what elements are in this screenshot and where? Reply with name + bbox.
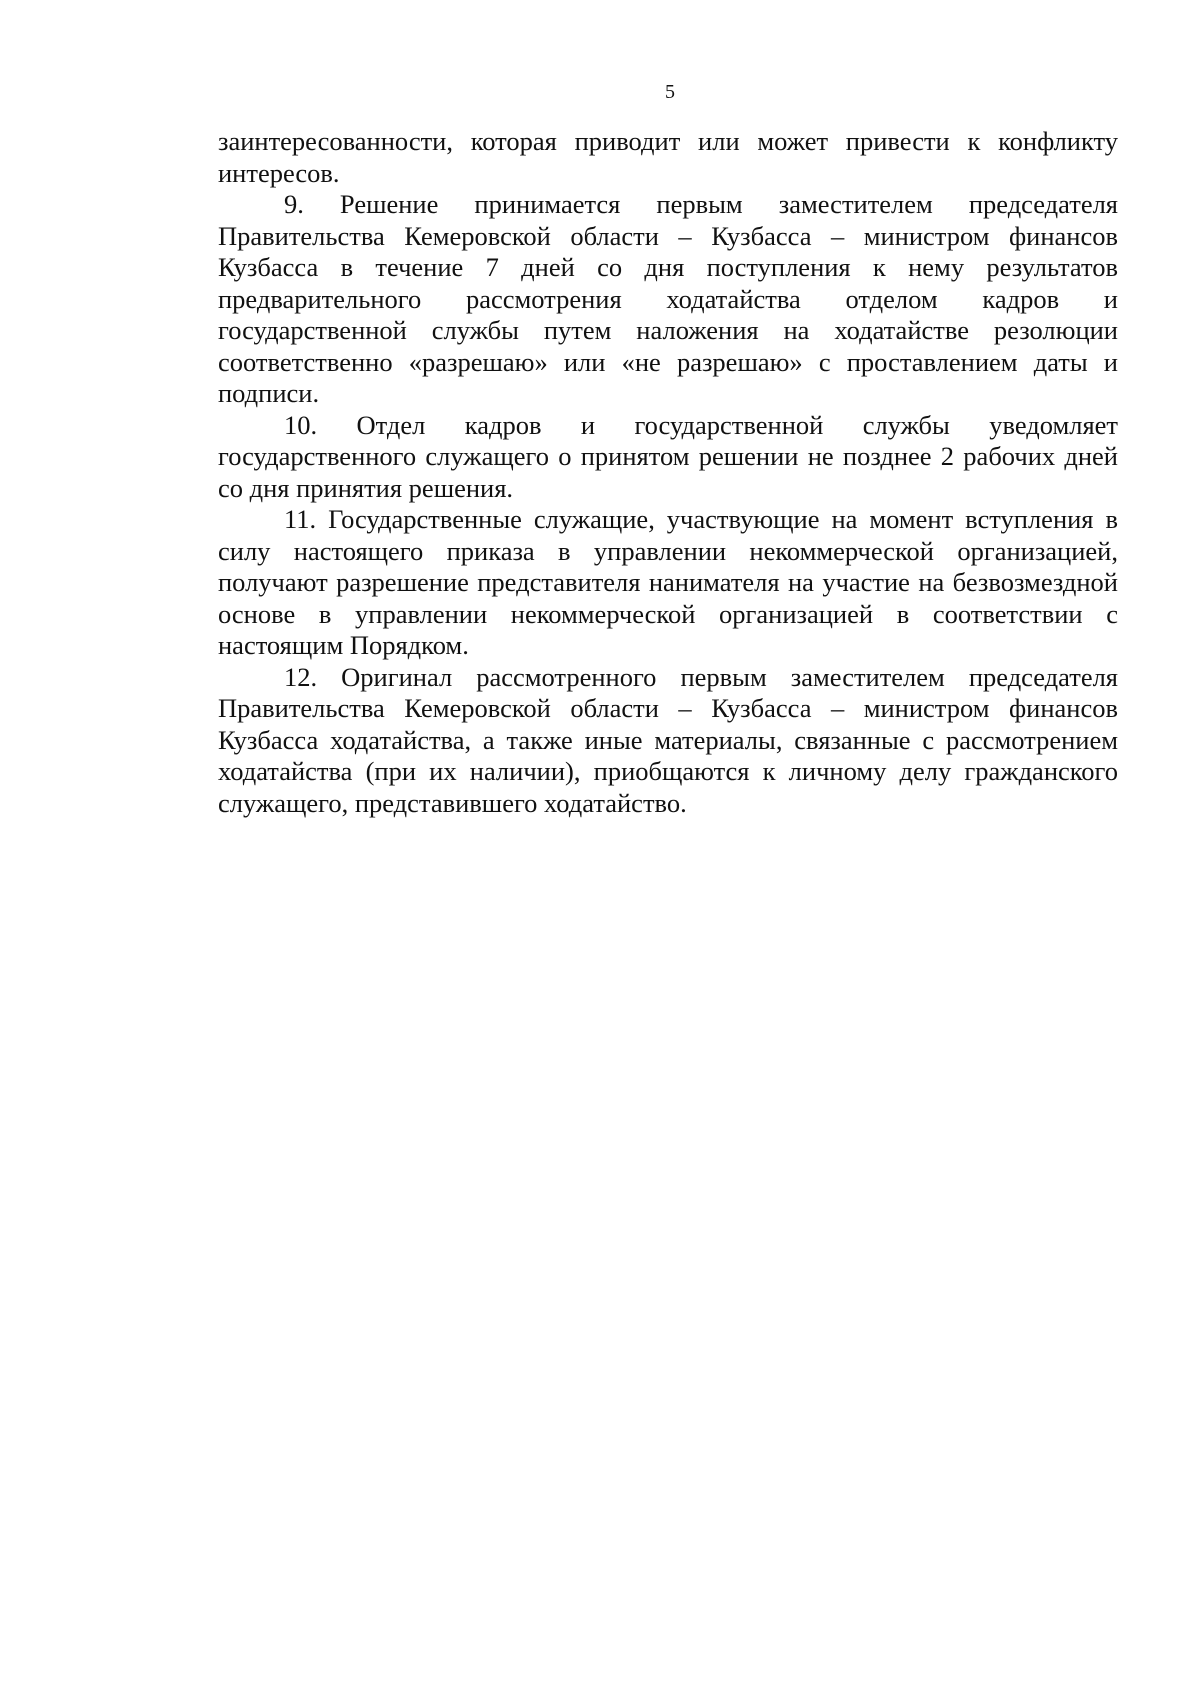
paragraph-continuation: заинтересованности, которая приводит или может привести к конфликту интересов. [218,126,1118,188]
paragraph-item-10: 10. Отдел кадров и государственной службы уведомляет государственного служащего о принятом решении не позднее 2 рабочих дней со дня принятия решения. [218,409,1118,503]
paragraph-item-11: 11. Государственные служащие, участвующие на момент вступления в силу настоящего приказа в управлении некоммерческой организацией, получают разрешение представителя нанимателя на участие на безвозмездной основе в управлении некоммерческой организацией в соответствии с настоящим Порядком. [218,504,1118,660]
page-number: 5 [665,81,675,103]
paragraph-item-12: 12. Оригинал рассмотренного первым заместителем председателя Правительства Кемеровской области – Кузбасса – министром финансов Кузбасса ходатайства, а также иные материалы, связанные с рассмотрением ходатайства (при их наличии), приобщаются к личному делу гражданского служащего, представившего ходатайство. [218,661,1118,818]
paragraph-item-9: 9. Решение принимается первым заместителем председателя Правительства Кемеровской области – Кузбасса – министром финансов Кузбасса в течение 7 дней со дня поступления к нему результатов предварительного рассмотрения ходатайства отделом кадров и государственной службы путем наложения на ходатайстве резолюции соответственно «разрешаю» или «не разрешаю» с проставлением даты и подписи. [218,189,1118,408]
document-body [218,126,1118,819]
